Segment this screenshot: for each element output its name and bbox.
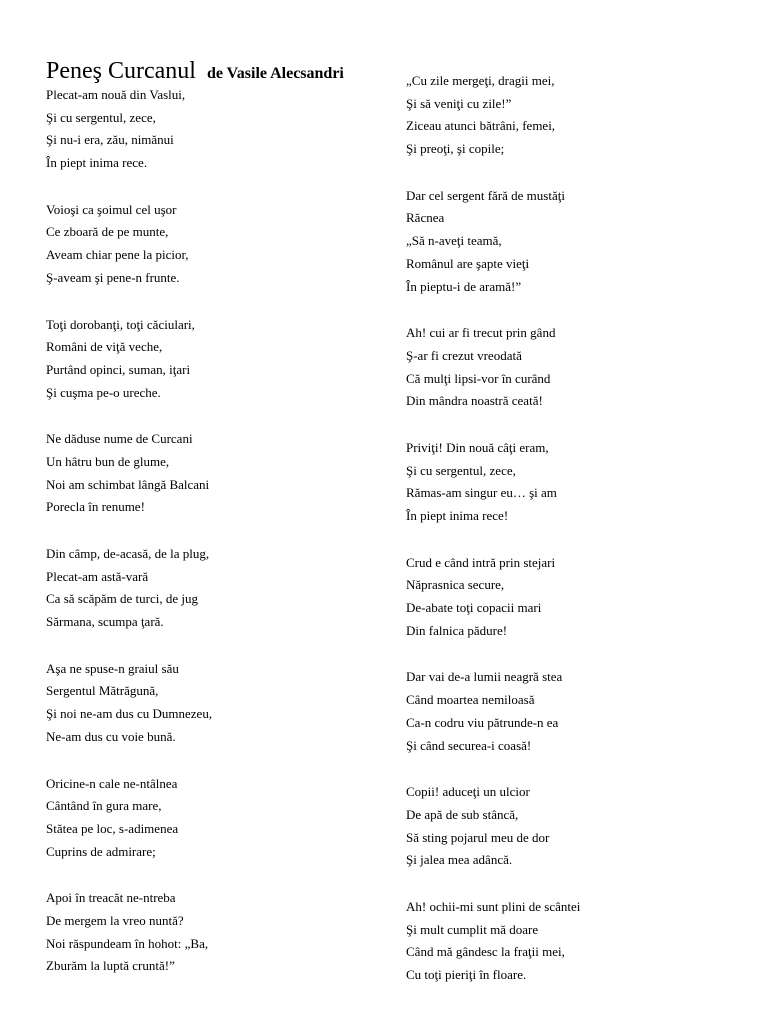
verse-line: Năprasnica secure, <box>406 577 505 593</box>
verse-line: Şi preoţi, şi copile; <box>406 141 505 157</box>
verse-line: Voioşi ca şoimul cel uşor <box>46 201 177 217</box>
verse-line: De apă de sub stâncă, <box>406 806 519 822</box>
verse-line: Apoi în treacăt ne-ntreba <box>46 890 176 906</box>
verse-line: Şi cu sergentul, zece, <box>406 462 516 478</box>
verse-line: În piept inima rece! <box>406 508 509 523</box>
verse-line: Noi am schimbat lângă Balcani <box>46 476 210 492</box>
right-column <box>406 70 746 1011</box>
stanza <box>46 658 386 749</box>
verse-line: Ne dăduse nume de Curcani <box>46 431 193 447</box>
verse-line: Plecat-am nouă din Vaslui, <box>46 87 186 102</box>
verse-line: Şi jalea mea adâncă. <box>406 852 513 868</box>
stanza <box>46 773 386 864</box>
verse-line: Zburăm la luptă cruntă!” <box>46 958 175 974</box>
verse-line: Ah! cui ar fi trecut prin gând <box>406 325 556 341</box>
verse-line: Ce zboară de pe munte, <box>46 224 169 240</box>
stanza <box>406 552 746 643</box>
verse-line: Purtând opinci, suman, iţari <box>46 361 191 377</box>
verse-line: Noi răspundeam în hohot: „Ba, <box>46 935 209 951</box>
verse-line: Stătea pe loc, s-adimenea <box>46 820 179 836</box>
verse-line: Sărmana, scumpa ţară. <box>46 614 164 630</box>
verse-line: În pieptu-i de aramă!” <box>406 278 522 294</box>
stanza <box>406 70 746 161</box>
stanza <box>46 199 386 290</box>
stanza <box>406 896 746 987</box>
verse-line: „Cu zile mergeţi, dragii mei, <box>406 73 555 88</box>
verse-line: Ah! ochii-mi sunt plini de scântei <box>406 898 581 914</box>
verse-line: Priviţi! Din nouă câţi eram, <box>406 439 549 455</box>
verse-line: Ziceau atunci bătrâni, femei, <box>406 118 556 134</box>
verse-line: Când moartea nemiloasă <box>406 692 535 708</box>
verse-line: Şi cuşma pe-o ureche. <box>46 384 161 400</box>
verse-line: Dar cel sergent fără de mustăţi <box>406 187 565 203</box>
verse-line: Românul are şapte vieţi <box>406 255 530 271</box>
verse-line: Şi cu sergentul, zece, <box>46 109 156 125</box>
verse-line: Oricine-n cale ne-ntâlnea <box>46 775 178 791</box>
verse-line: De-abate toţi copacii mari <box>406 600 542 616</box>
verse-line: Cu toţi pieriţi în floare. <box>406 967 527 982</box>
verse-line: Să sting pojarul meu de dor <box>406 829 550 845</box>
stanza <box>406 437 746 528</box>
verse-line: Porecla în renume! <box>46 499 145 515</box>
verse-line: De mergem la vreo nuntă? <box>46 912 184 928</box>
verse-line: Ş-ar fi crezut vreodată <box>406 347 522 363</box>
verse-line: Aşa ne spuse-n graiul său <box>46 660 179 676</box>
verse-line: Ca să scăpăm de turci, de jug <box>46 591 198 607</box>
stanza <box>406 185 746 298</box>
poem-title <box>46 49 344 86</box>
verse-line: Cuprins de admirare; <box>46 843 156 859</box>
verse-line: Plecat-am astă-vară <box>46 568 149 584</box>
verse-line: Ş-aveam şi pene-n frunte. <box>46 269 180 285</box>
verse-line: Dar vai de-a lumii neagră stea <box>406 669 563 685</box>
verse-line: Răcnea <box>406 210 445 226</box>
stanza <box>46 428 386 519</box>
verse-line: Şi să veniţi cu zile!” <box>406 95 512 111</box>
verse-line: Că mulţi lipsi-vor în curând <box>406 370 551 386</box>
verse-line: Cântând în gura mare, <box>46 798 162 814</box>
stanza <box>406 666 746 757</box>
verse-line: Din câmp, de-acasă, de la plug, <box>46 546 210 561</box>
verse-line: Ne-am dus cu voie bună. <box>46 728 176 744</box>
verse-line: Un hâtru bun de glume, <box>46 453 170 469</box>
verse-line: Din falnica pădure! <box>406 622 508 638</box>
verse-line: „Să n-aveţi teamă, <box>406 233 502 249</box>
stanza <box>46 314 386 405</box>
stanza <box>46 887 386 978</box>
poem-title-main: Peneş Curcanul <box>46 58 196 84</box>
verse-line: Când mă gândesc la fraţii mei, <box>406 944 565 960</box>
verse-line: Sergentul Mătrăgună, <box>46 683 159 699</box>
verse-line: Rămas-am singur eu… şi am <box>406 485 557 501</box>
verse-line: În piept inima rece. <box>46 155 148 171</box>
verse-line: Aveam chiar pene la picior, <box>46 247 189 263</box>
verse-line: Şi mult cumplit mă doare <box>406 921 539 937</box>
verse-line: Crud e când intră prin stejari <box>406 554 556 570</box>
verse-line: Şi noi ne-am dus cu Dumnezeu, <box>46 706 213 722</box>
verse-line: Toţi dorobanţi, toţi căciulari, <box>46 316 195 332</box>
stanza <box>406 322 746 413</box>
stanza <box>46 543 386 634</box>
verse-line: Copii! aduceţi un ulcior <box>406 784 530 800</box>
verse-line: Şi când securea-i coasă! <box>406 737 532 753</box>
verse-line: Români de viţă veche, <box>46 339 163 355</box>
verse-line: Ca-n codru viu pătrunde-n ea <box>406 714 559 730</box>
left-column <box>46 84 386 1002</box>
poem-author: de Vasile Alecsandri <box>206 65 344 82</box>
stanza <box>46 84 386 175</box>
verse-line: Şi nu-i era, zău, nimănui <box>46 132 174 148</box>
verse-line: Din mândra noastră ceată! <box>406 393 543 409</box>
stanza <box>406 781 746 872</box>
